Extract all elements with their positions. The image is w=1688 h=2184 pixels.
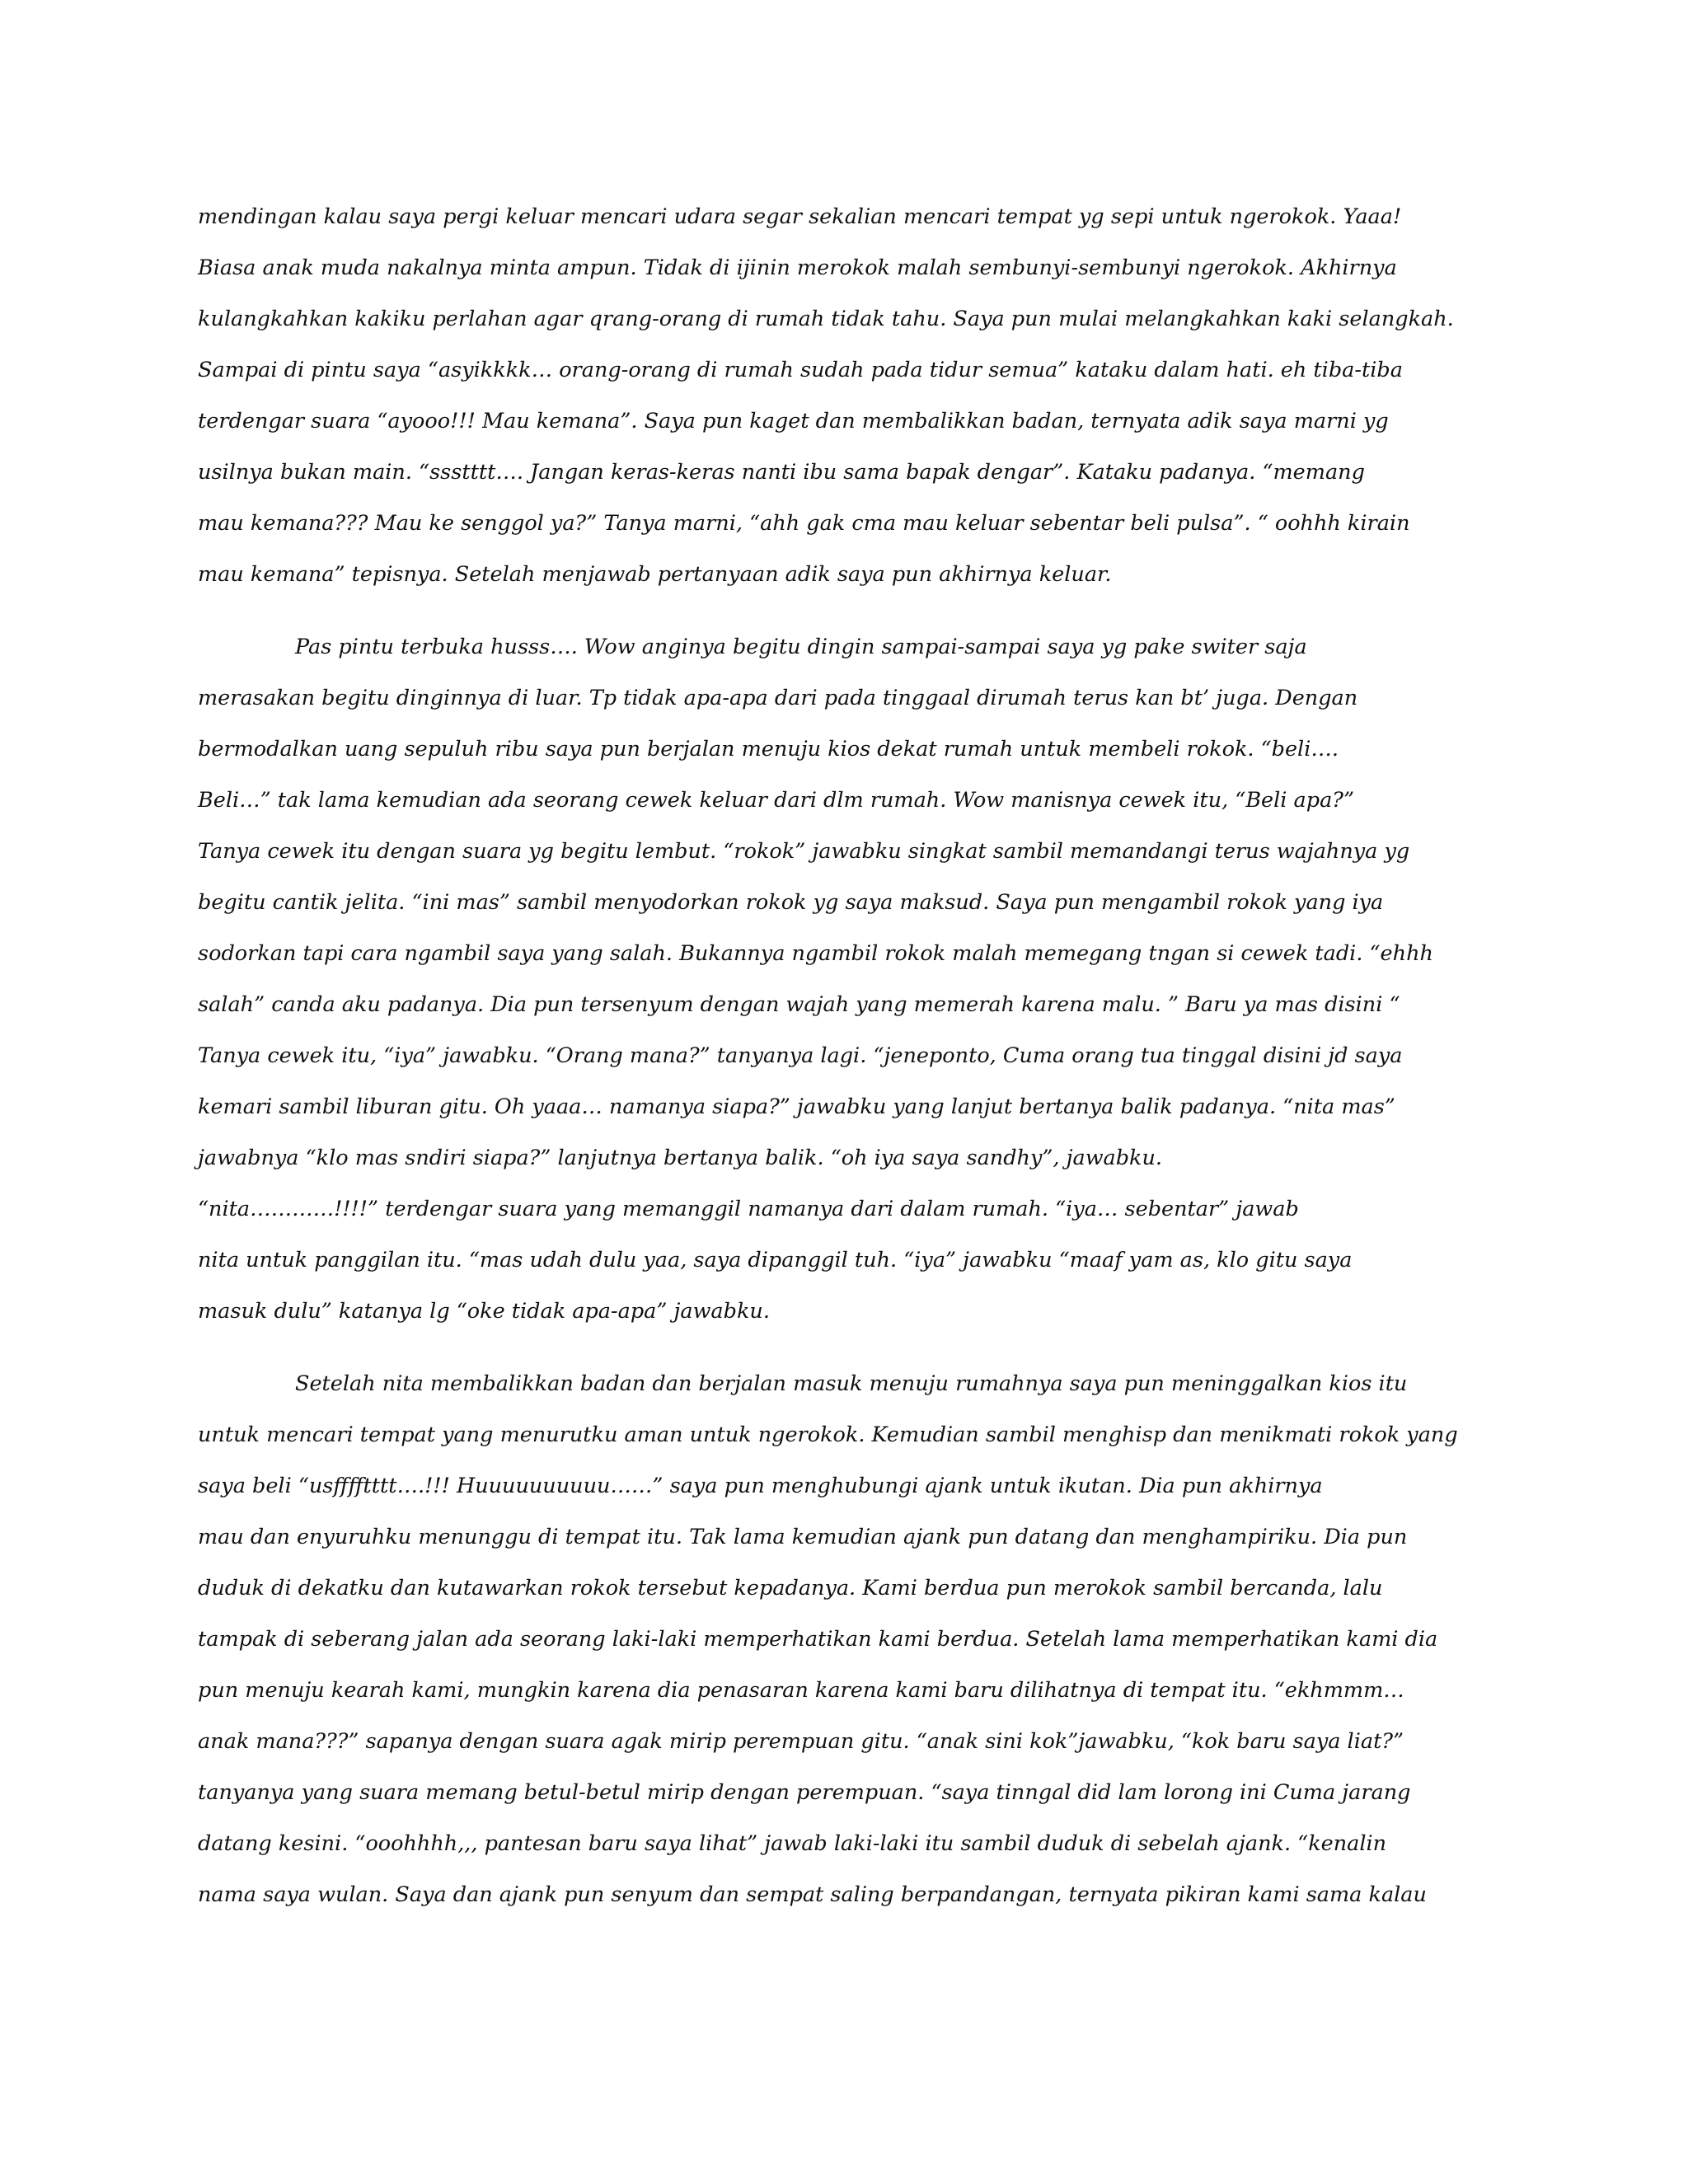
text-line: usilnya bukan main. “ssstttt…. Jangan keras-keras nanti ibu sama bapak dengar”. Kataku padanya. “memang (198, 460, 1365, 485)
text-line: nama saya wulan. Saya dan ajank pun senyum dan sempat saling berpandangan, ternyata pikiran kami sama kalau (198, 1882, 1427, 1907)
text-line: saya beli “usfffftttt….!!! Huuuuuuuuuu……” saya pun menghubungi ajank untuk ikutan. Dia pun akhirnya (198, 1474, 1323, 1498)
text-line: Biasa anak muda nakalnya minta ampun. Tidak di ijinin merokok malah sembunyi-sembunyi ngerokok. Akhirnya (198, 255, 1397, 280)
text-line: salah” canda aku padanya. Dia pun tersenyum dengan wajah yang memerah karena malu. ” Baru ya mas disini “ (198, 992, 1400, 1017)
text-line: begitu cantik jelita. “ini mas” sambil menyodorkan rokok yg saya maksud. Saya pun mengambil rokok yang iya (198, 890, 1384, 915)
text-line: mendingan kalau saya pergi keluar mencari udara segar sekalian mencari tempat yg sepi untuk ngerokok. Yaaa! (198, 204, 1402, 229)
text-line: masuk dulu” katanya lg “oke tidak apa-apa” jawabku. (198, 1299, 770, 1324)
text-line: duduk di dekatku dan kutawarkan rokok tersebut kepadanya. Kami berdua pun merokok sambil bercanda, lalu (198, 1576, 1383, 1601)
paragraph-spacer (198, 600, 1479, 621)
text-line: jawabnya “klo mas sndiri siapa?” lanjutnya bertanya balik. “oh iya saya sandhy”, jawabku. (198, 1146, 1163, 1170)
text-line: “nita…………!!!!” terdengar suara yang memanggil namanya dari dalam rumah. “iya… sebentar” jawab (198, 1197, 1299, 1221)
paragraph-2 (198, 621, 1479, 1337)
text-line: kulangkahkan kakiku perlahan agar qrang-orang di rumah tidak tahu. Saya pun mulai melangkahkan kaki selangkah. (198, 307, 1454, 331)
text-line: pun menuju kearah kami, mungkin karena dia penasaran karena kami baru dilihatnya di tempat itu. “ekhmmm… (198, 1678, 1404, 1703)
text-line: tampak di seberang jalan ada seorang laki-laki memperhatikan kami berdua. Setelah lama memperhatikan kami dia (198, 1627, 1438, 1652)
text-line: untuk mencari tempat yang menurutku aman untuk ngerokok. Kemudian sambil menghisp dan menikmati rokok yang (198, 1422, 1458, 1447)
text-line: Beli…” tak lama kemudian ada seorang cewek keluar dari dlm rumah. Wow manisnya cewek itu, “Beli apa?” (198, 788, 1354, 813)
text-line: merasakan begitu dinginnya di luar. Tp tidak apa-apa dari pada tinggaal dirumah terus kan bt’ juga. Dengan (198, 686, 1358, 710)
text-line: kemari sambil liburan gitu. Oh yaaa… namanya siapa?” jawabku yang lanjut bertanya balik padanya. “nita mas” (198, 1094, 1395, 1119)
text-line: Tanya cewek itu dengan suara yg begitu lembut. “rokok” jawabku singkat sambil memandangi terus wajahnya yg (198, 839, 1410, 864)
text-line-indented: Pas pintu terbuka husss…. Wow anginya begitu dingin sampai-sampai saya yg pake switer saja (295, 635, 1307, 659)
text-line: mau dan enyuruhku menunggu di tempat itu. Tak lama kemudian ajank pun datang dan menghampiriku. Dia pun (198, 1525, 1408, 1549)
paragraph-3 (198, 1358, 1479, 1920)
paragraph-1 (198, 191, 1479, 600)
text-line: mau kemana” tepisnya. Setelah menjawab pertanyaan adik saya pun akhirnya keluar. (198, 562, 1112, 587)
text-line: terdengar suara “ayooo!!! Mau kemana”. Saya pun kaget dan membalikkan badan, ternyata adik saya marni yg (198, 409, 1389, 434)
text-line: datang kesini. “ooohhhh,,, pantesan baru saya lihat” jawab laki-laki itu sambil duduk di sebelah ajank. “kenalin (198, 1831, 1387, 1856)
paragraph-spacer (198, 1337, 1479, 1358)
text-line: Tanya cewek itu, “iya” jawabku. “Orang mana?” tanyanya lagi. “jeneponto, Cuma orang tua tinggal disini jd saya (198, 1043, 1403, 1068)
text-line: nita untuk panggilan itu. “mas udah dulu yaa, saya dipanggil tuh. “iya” jawabku “maaf yam as, klo gitu saya (198, 1248, 1353, 1272)
text-line: anak mana???” sapanya dengan suara agak mirip perempuan gitu. “anak sini kok”jawabku, “kok baru saya liat?” (198, 1729, 1404, 1754)
text-line: sodorkan tapi cara ngambil saya yang salah. Bukannya ngambil rokok malah memegang tngan si cewek tadi. “ehhh (198, 941, 1433, 966)
text-line: bermodalkan uang sepuluh ribu saya pun berjalan menuju kios dekat rumah untuk membeli rokok. “beli…. (198, 737, 1339, 762)
text-line: tanyanya yang suara memang betul-betul mirip dengan perempuan. “saya tinngal did lam lorong ini Cuma jarang (198, 1780, 1411, 1805)
text-line: mau kemana??? Mau ke senggol ya?” Tanya marni, “ahh gak cma mau keluar sebentar beli pulsa”. “ oohhh kirain (198, 511, 1410, 536)
document-body (198, 191, 1479, 1920)
text-line-indented: Setelah nita membalikkan badan dan berjalan masuk menuju rumahnya saya pun meninggalkan kios itu (295, 1371, 1408, 1396)
text-line: Sampai di pintu saya “asyikkkk… orang-orang di rumah sudah pada tidur semua” kataku dalam hati. eh tiba-tiba (198, 358, 1403, 382)
